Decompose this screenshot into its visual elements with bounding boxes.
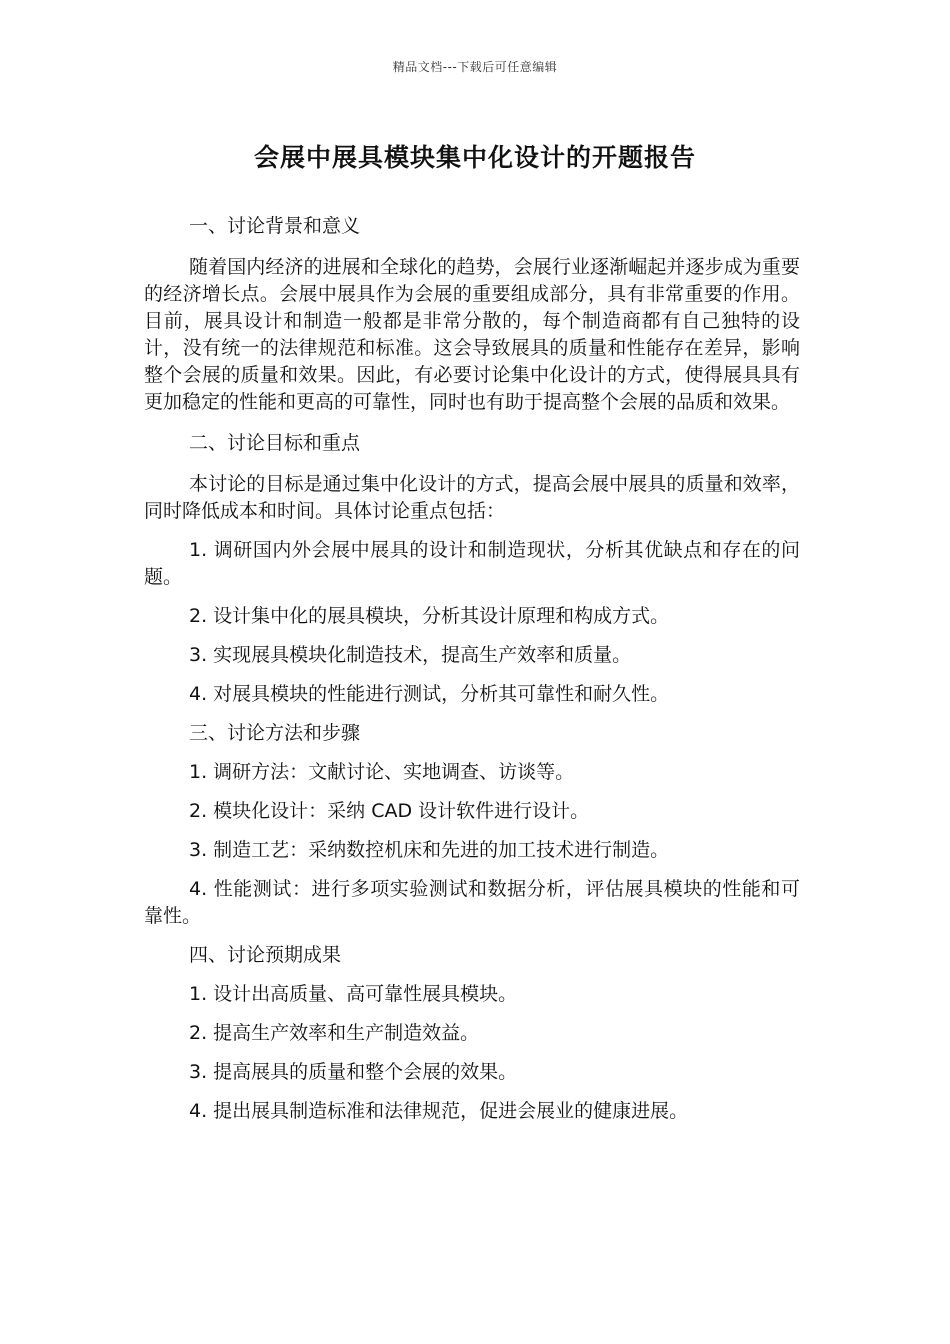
section-heading-background: 一、讨论背景和意义: [189, 215, 361, 237]
section-heading-goals: 二、讨论目标和重点: [189, 432, 361, 454]
goals-item-3: 3. 实现展具模块化制造技术，提高生产效率和质量。: [189, 644, 632, 666]
background-paragraph: 随着国内经济的进展和全球化的趋势，会展行业逐渐崛起并逐步成为重要的经济增长点。会展中展具作为会展的重要组成部分，具有非常重要的作用。目前，展具设计和制造一般都是非常分散的，每个制造商都有自己独特的设计，没有统一的法律规范和标准。这会导致展具的质量和性能存在差异，影响整个会展的质量和效果。因此，有必要讨论集中化设计的方式，使得展具具有更加稳定的性能和更高的可靠性，同时也有助于提高整个会展的品质和效果。: [144, 256, 800, 413]
page-header-note: 精品文档---下载后可任意编辑: [392, 60, 558, 74]
methods-item-2: 2. 模块化设计：采纳 CAD 设计软件进行设计。: [189, 800, 590, 822]
document-body: [144, 213, 800, 1137]
goals-item-2: 2. 设计集中化的展具模块，分析其设计原理和构成方式。: [189, 605, 670, 627]
goals-item-4: 4. 对展具模块的性能进行测试，分析其可靠性和耐久性。: [189, 683, 670, 705]
outcomes-item-2: 2. 提高生产效率和生产制造效益。: [189, 1022, 480, 1044]
document-title: 会展中展具模块集中化设计的开题报告: [253, 143, 696, 172]
outcomes-item-4: 4. 提出展具制造标准和法律规范，促进会展业的健康进展。: [189, 1100, 689, 1122]
outcomes-item-3: 3. 提高展具的质量和整个会展的效果。: [189, 1061, 518, 1083]
section-heading-outcomes: 四、讨论预期成果: [189, 944, 342, 966]
methods-item-3: 3. 制造工艺：采纳数控机床和先进的加工技术进行制造。: [189, 839, 670, 861]
goals-intro-paragraph: 本讨论的目标是通过集中化设计的方式，提高会展中展具的质量和效率，同时降低成本和时间。具体讨论重点包括：: [144, 473, 800, 522]
outcomes-item-1: 1. 设计出高质量、高可靠性展具模块。: [189, 983, 518, 1005]
goals-item-1: 1. 调研国内外会展中展具的设计和制造现状，分析其优缺点和存在的问题。: [144, 539, 800, 588]
methods-item-1: 1. 调研方法：文献讨论、实地调查、访谈等。: [189, 761, 575, 783]
methods-item-4: 4. 性能测试：进行多项实验测试和数据分析，评估展具模块的性能和可靠性。: [144, 878, 800, 927]
section-heading-methods: 三、讨论方法和步骤: [189, 722, 361, 744]
